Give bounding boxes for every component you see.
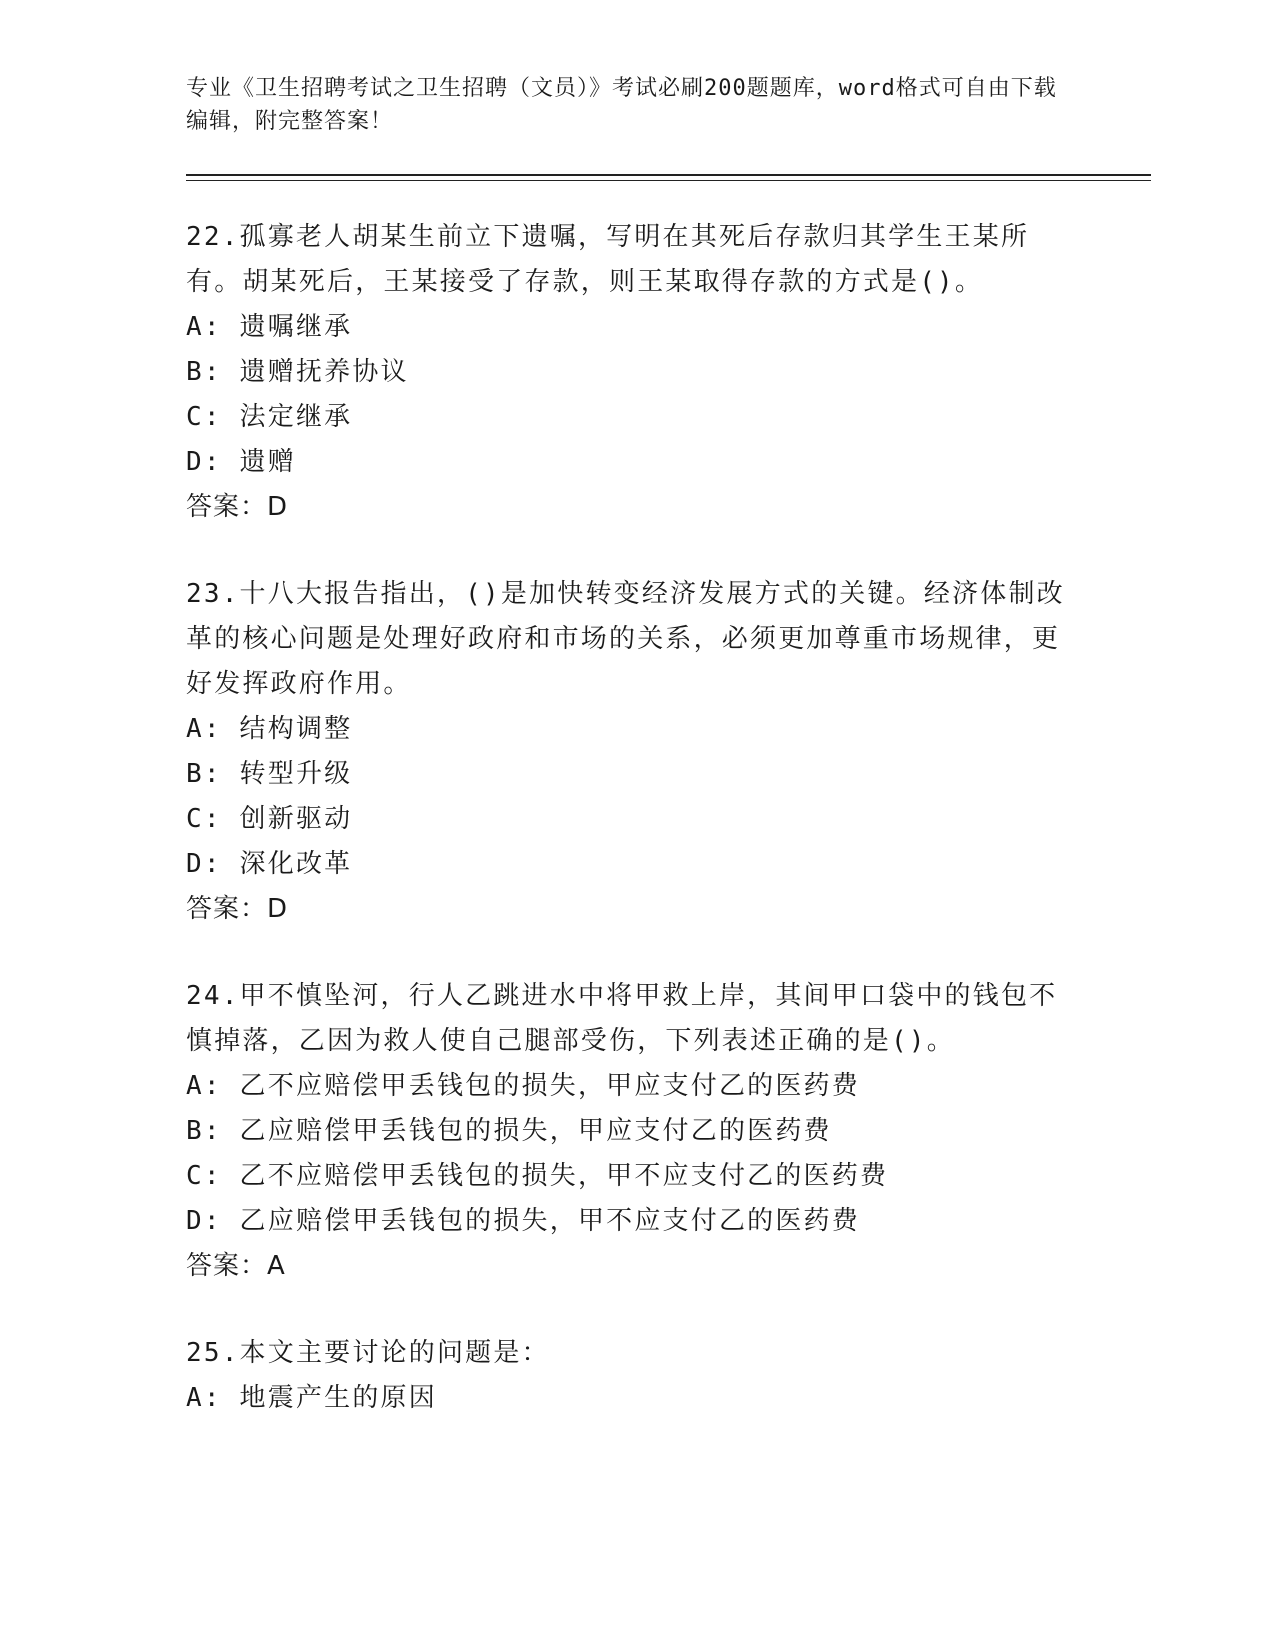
question-stem: 24.甲不慎坠河，行人乙跳进水中将甲救上岸，其间甲口袋中的钱包不慎掉落，乙因为救人使自己腿部受伤，下列表述正确的是()。 bbox=[186, 981, 1058, 1056]
option-b: B: 乙应赔偿甲丢钱包的损失，甲应支付乙的医药费 bbox=[186, 1116, 832, 1146]
question-stem: 23.十八大报告指出，()是加快转变经济发展方式的关键。经济体制改革的核心问题是处理好政府和市场的关系，必须更加尊重市场规律，更好发挥政府作用。 bbox=[186, 579, 1065, 699]
option-a: A: 地震产生的原因 bbox=[186, 1383, 437, 1413]
option-c: C: 乙不应赔偿甲丢钱包的损失，甲不应支付乙的医药费 bbox=[186, 1161, 889, 1191]
option-d: D: 遗赠 bbox=[186, 447, 296, 477]
option-a: A: 乙不应赔偿甲丢钱包的损失，甲应支付乙的医药费 bbox=[186, 1071, 860, 1101]
option-a: A: 结构调整 bbox=[186, 714, 353, 744]
option-a: A: 遗嘱继承 bbox=[186, 312, 353, 342]
document-header: 专业《卫生招聘考试之卫生招聘（文员）》考试必刷200题题库，word格式可自由下载编辑，附完整答案！ bbox=[186, 76, 1057, 134]
question-23 bbox=[186, 572, 1151, 932]
question-stem: 25.本文主要讨论的问题是： bbox=[186, 1338, 550, 1368]
answer: 答案：D bbox=[186, 894, 289, 924]
question-22 bbox=[186, 215, 1151, 530]
answer: 答案：A bbox=[186, 1251, 286, 1281]
header-divider bbox=[186, 174, 1151, 181]
question-list bbox=[186, 215, 1151, 1421]
document-page bbox=[186, 72, 1151, 1463]
option-c: C: 创新驱动 bbox=[186, 804, 353, 834]
option-b: B: 转型升级 bbox=[186, 759, 353, 789]
question-25 bbox=[186, 1331, 1151, 1421]
option-c: C: 法定继承 bbox=[186, 402, 353, 432]
option-d: D: 深化改革 bbox=[186, 849, 353, 879]
option-d: D: 乙应赔偿甲丢钱包的损失，甲不应支付乙的医药费 bbox=[186, 1206, 860, 1236]
question-stem: 22.孤寡老人胡某生前立下遗嘱，写明在其死后存款归其学生王某所有。胡某死后，王某接受了存款，则王某取得存款的方式是()。 bbox=[186, 222, 1030, 297]
question-24 bbox=[186, 974, 1151, 1289]
answer: 答案：D bbox=[186, 492, 289, 522]
option-b: B: 遗赠抚养协议 bbox=[186, 357, 409, 387]
